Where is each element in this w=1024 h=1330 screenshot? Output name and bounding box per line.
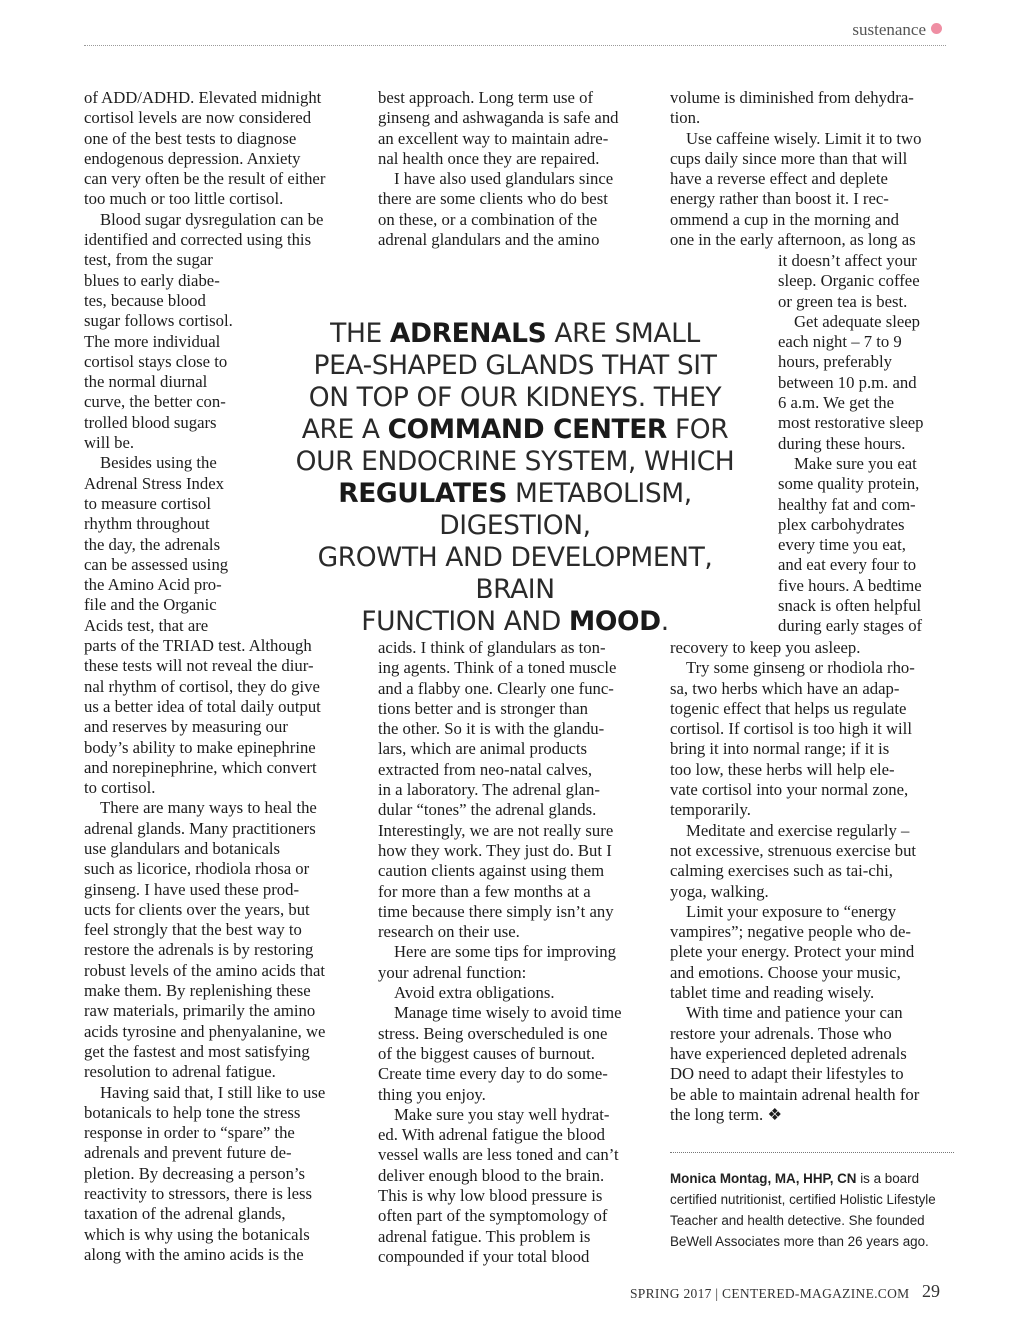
- text-line: bring it into normal range; if it is: [670, 739, 890, 759]
- text-line: how they work. They just do. But I: [378, 840, 612, 860]
- text-line: ginseng and ashwaganda is safe and: [378, 108, 619, 128]
- paragraph: [670, 821, 962, 902]
- text-line: too much or too little cortisol.: [84, 189, 284, 209]
- text-line: sugar follows cortisol.: [84, 311, 233, 331]
- author-name: Monica Montag, MA, HHP, CN: [670, 1171, 857, 1186]
- text-line: in a laboratory. The adrenal glan-: [378, 780, 600, 800]
- text-line: Avoid extra obligations.: [394, 983, 555, 1003]
- text-line: With time and patience your can: [686, 1003, 903, 1023]
- paragraph: [670, 658, 962, 820]
- text-line: or green tea is best.: [778, 291, 908, 311]
- text-line: identified and corrected using this: [84, 230, 312, 250]
- text-line: these tests will not reveal the diur-: [84, 656, 314, 676]
- text-line: resolution to adrenal fatigue.: [84, 1062, 276, 1082]
- text-line: adrenal fatigue. This problem is: [378, 1226, 591, 1246]
- column-2-top-text: [378, 88, 658, 250]
- text-line: vate cortisol into your normal zone,: [670, 780, 909, 800]
- text-line: there are some clients who do best: [378, 189, 608, 209]
- text-line: plete your energy. Protect your mind: [670, 942, 915, 962]
- text-line: trolled blood sugars: [84, 412, 217, 432]
- text-line: have a reverse effect and deplete: [670, 169, 888, 189]
- text-line: tablet time and reading wisely.: [670, 983, 875, 1003]
- text-line: make them. By replenishing these: [84, 981, 311, 1001]
- section-title: sustenance: [852, 20, 926, 39]
- text-line: Limit your exposure to “energy: [686, 901, 897, 921]
- text-line: ginseng. I have used these prod-: [84, 879, 300, 899]
- column-1-text: [84, 88, 364, 1265]
- paragraph: [778, 251, 968, 312]
- text-line: Use caffeine wisely. Limit it to two: [686, 128, 922, 148]
- text-line: it doesn’t affect your: [778, 251, 917, 270]
- text-line: best approach. Long term use of: [378, 88, 594, 107]
- text-line: I have also used glandulars since: [394, 169, 614, 189]
- text-line: can very often be the result of either: [84, 169, 326, 189]
- text-line: most restorative sleep: [778, 413, 924, 433]
- text-line: compounded if your total blood: [378, 1246, 590, 1266]
- text-line: plex carbohydrates: [778, 514, 905, 534]
- text-line: calming exercises such as tai-chi,: [670, 861, 893, 881]
- text-line: feel strongly that the best way to: [84, 920, 302, 940]
- text-line: caution clients against using them: [378, 861, 605, 881]
- paragraph: [670, 638, 962, 658]
- text-line: The more individual: [84, 331, 221, 351]
- text-line: thing you enjoy.: [378, 1084, 486, 1104]
- text-line: and reserves by measuring our: [84, 717, 288, 737]
- text-line: tions better and is stronger than: [378, 698, 588, 718]
- text-line: yoga, walking.: [670, 881, 769, 901]
- text-line: acids. I think of glandulars as ton-: [378, 638, 606, 657]
- text-line: the day, the adrenals: [84, 534, 221, 554]
- text-line: body’s ability to make epinephrine: [84, 737, 316, 757]
- column-3-bottom-text: [670, 638, 962, 1125]
- text-line: some quality protein,: [778, 474, 920, 494]
- text-line: will be.: [84, 433, 135, 453]
- text-line: tion.: [670, 108, 701, 128]
- text-line: during these hours.: [778, 433, 906, 453]
- text-line: cups daily since more than that will: [670, 148, 908, 168]
- text-line: Besides using the: [100, 453, 217, 473]
- text-line: togenic effect that helps us regulate: [670, 698, 907, 718]
- text-line: every time you eat,: [778, 535, 906, 555]
- text-line: endogenous depression. Anxiety: [84, 148, 301, 168]
- text-line: file and the Organic: [84, 595, 217, 615]
- text-line: deliver enough blood to the brain.: [378, 1165, 605, 1185]
- text-line: nal health once they are repaired.: [378, 148, 600, 168]
- text-line: restore the adrenals is by restoring: [84, 940, 314, 960]
- text-line: which is why using the botanicals: [84, 1224, 310, 1244]
- text-line: on these, or a combination of the: [378, 209, 598, 229]
- paragraph: [378, 1105, 658, 1267]
- paragraph: [778, 312, 968, 454]
- text-line: restore your adrenals. Those who: [670, 1023, 892, 1043]
- text-line: such as licorice, rhodiola rhosa or: [84, 859, 310, 879]
- column-2-bottom-text: [378, 638, 658, 1267]
- paragraph: [378, 983, 658, 1003]
- section-label: [852, 20, 942, 40]
- author-bio-text: is a board certified nutritionist, certified Holistic Lifestyle Teacher and health detective. She founded BeWell Associates more than 26 years ago.: [670, 1171, 936, 1249]
- text-line: ed. With adrenal fatigue the blood: [378, 1125, 606, 1145]
- column-3-top-text: [670, 88, 960, 250]
- text-line: lars, which are animal products: [378, 739, 587, 759]
- text-line: too low, these herbs will help ele-: [670, 759, 895, 779]
- text-line: taxation of the adrenal glands,: [84, 1204, 286, 1224]
- text-line: Try some ginseng or rhodiola rho-: [686, 658, 915, 678]
- text-line: along with the amino acids is the: [84, 1244, 304, 1264]
- text-line: Make sure you stay well hydrat-: [394, 1104, 610, 1124]
- text-line: temporarily.: [670, 800, 751, 820]
- text-line: tes, because blood: [84, 290, 206, 310]
- text-line: use glandulars and botanicals: [84, 838, 281, 858]
- text-line: This is why low blood pressure is: [378, 1186, 603, 1206]
- text-line: Get adequate sleep: [794, 311, 921, 331]
- page-number: 29: [922, 1281, 940, 1301]
- text-line: between 10 p.m. and: [778, 372, 917, 392]
- text-line: reactivity to stressors, there is less: [84, 1184, 313, 1204]
- text-line: during early stages of: [778, 616, 923, 636]
- footer-text: SPRING 2017 | CENTERED-MAGAZINE.COM: [630, 1286, 910, 1301]
- text-line: often part of the symptomology of: [378, 1206, 608, 1226]
- text-line: each night – 7 to 9: [778, 332, 902, 352]
- text-line: blues to early diabe-: [84, 270, 220, 290]
- text-line: Meditate and exercise regularly –: [686, 820, 910, 840]
- text-line: energy rather than boost it. I rec-: [670, 189, 889, 209]
- text-line: us a better idea of total daily output: [84, 696, 321, 716]
- paragraph: [378, 942, 658, 983]
- text-line: and norepinephrine, which convert: [84, 757, 317, 777]
- text-line: and emotions. Choose your music,: [670, 962, 901, 982]
- text-line: have experienced depleted adrenals: [670, 1043, 907, 1063]
- text-line: DO need to adapt their lifestyles to: [670, 1064, 904, 1084]
- paragraph: [670, 88, 960, 129]
- text-line: not excessive, strenuous exercise but: [670, 840, 917, 860]
- text-line: rhythm throughout: [84, 514, 210, 534]
- paragraph: [378, 88, 658, 169]
- text-line: response in order to “spare” the: [84, 1123, 295, 1143]
- text-line: vessel walls are less toned and can’t: [378, 1145, 619, 1165]
- text-line: and a flabby one. Clearly one func-: [378, 678, 614, 698]
- text-line: and eat every four to: [778, 555, 917, 575]
- paragraph: [670, 1003, 962, 1125]
- text-line: Adrenal Stress Index: [84, 473, 224, 493]
- text-line: There are many ways to heal the: [100, 798, 317, 818]
- text-line: time because there simply isn’t any: [378, 901, 614, 921]
- text-line: of ADD/ADHD. Elevated midnight: [84, 88, 322, 107]
- paragraph: [84, 1083, 364, 1266]
- text-line: the normal diurnal: [84, 372, 208, 392]
- text-line: Interestingly, we are not really sure: [378, 820, 614, 840]
- paragraph: [378, 169, 658, 250]
- text-line: five hours. A bedtime: [778, 575, 922, 595]
- text-line: recovery to keep you asleep.: [670, 638, 861, 657]
- paragraph: [84, 798, 364, 1082]
- text-line: curve, the better con-: [84, 392, 226, 412]
- text-line: cortisol. If cortisol is too high it will: [670, 719, 912, 739]
- text-line: for more than a few months at a: [378, 881, 591, 901]
- text-line: Blood sugar dysregulation can be: [100, 209, 324, 229]
- text-line: test, from the sugar: [84, 250, 213, 270]
- text-line: get the fastest and most satisfying: [84, 1041, 310, 1061]
- text-line: 6 a.m. We get the: [778, 393, 895, 413]
- text-line: raw materials, primarily the amino: [84, 1001, 316, 1021]
- text-line: your adrenal function:: [378, 962, 527, 982]
- text-line: adrenals and prevent future de-: [84, 1143, 292, 1163]
- text-line: sa, two herbs which have an adap-: [670, 678, 900, 698]
- text-line: Make sure you eat: [794, 453, 917, 473]
- author-bio: [670, 1168, 962, 1252]
- text-line: robust levels of the amino acids that: [84, 960, 325, 980]
- text-line: Having said that, I still like to use: [100, 1082, 326, 1102]
- text-line: the other. So it is with the glandu-: [378, 719, 605, 739]
- text-line: parts of the TRIAD test. Although: [84, 636, 312, 656]
- text-line: be able to maintain adrenal health for: [670, 1084, 920, 1104]
- text-line: extracted from neo-natal calves,: [378, 759, 593, 779]
- text-line: hours, preferably: [778, 352, 892, 372]
- text-line: to measure cortisol: [84, 493, 211, 513]
- text-line: can be assessed using: [84, 554, 229, 574]
- text-line: one in the early afternoon, as long as: [670, 230, 916, 250]
- text-line: sleep. Organic coffee: [778, 271, 920, 291]
- text-line: volume is diminished from dehydra-: [670, 88, 914, 107]
- text-line: to cortisol.: [84, 778, 156, 798]
- paragraph: [84, 88, 364, 210]
- text-line: cortisol levels are now considered: [84, 108, 312, 128]
- text-line: ommend a cup in the morning and: [670, 209, 899, 229]
- text-line: Here are some tips for improving: [394, 942, 616, 962]
- text-line: botanicals to help tone the stress: [84, 1102, 301, 1122]
- text-line: healthy fat and com-: [778, 494, 916, 514]
- text-line: an excellent way to maintain adre-: [378, 128, 609, 148]
- text-line: adrenal glands. Many practitioners: [84, 818, 316, 838]
- text-line: ucts for clients over the years, but: [84, 899, 310, 919]
- paragraph: [378, 638, 658, 942]
- header-rule: [84, 45, 946, 46]
- text-line: vampires”; negative people who de-: [670, 922, 911, 942]
- text-line: snack is often helpful: [778, 596, 922, 616]
- pink-dot-icon: [931, 23, 942, 34]
- text-line: stress. Being overscheduled is one: [378, 1023, 608, 1043]
- text-line: cortisol stays close to: [84, 351, 228, 371]
- text-line: adrenal glandulars and the amino: [378, 230, 600, 250]
- text-line: the Amino Acid pro-: [84, 575, 222, 595]
- pull-quote: THE ADRENALS ARE SMALL PEA-SHAPED GLANDS THAT SIT ON TOP OF OUR KIDNEYS. THEY ARE A COMMAND CENTER FOR OUR ENDOCRINE SYSTEM, WHICH REGULATES METABOLISM, DIGESTION, GROWTH AND DEVELOPMENT, BRAIN FUNCTION AND MOOD.: [295, 318, 735, 637]
- text-line: one of the best tests to diagnose: [84, 128, 297, 148]
- text-line: research on their use.: [378, 922, 520, 942]
- text-line: nal rhythm of cortisol, they do give: [84, 676, 320, 696]
- text-line: Manage time wisely to avoid time: [394, 1003, 622, 1023]
- paragraph: [670, 902, 962, 1003]
- text-line: ing agents. Think of a toned muscle: [378, 658, 617, 678]
- paragraph: [778, 454, 968, 637]
- column-3-mid-text: [778, 251, 968, 637]
- text-line: dular “tones” the adrenal glands.: [378, 800, 597, 820]
- text-line: pletion. By decreasing a person’s: [84, 1163, 306, 1183]
- text-line: the long term. ❖: [670, 1104, 783, 1124]
- text-line: of the biggest causes of burnout.: [378, 1043, 595, 1063]
- text-line: Acids test, that are: [84, 615, 209, 635]
- bio-divider: [670, 1152, 954, 1153]
- paragraph: [378, 1003, 658, 1104]
- text-line: Create time every day to do some-: [378, 1064, 608, 1084]
- paragraph: [670, 129, 960, 251]
- text-line: acids tyrosine and phenyalanine, we: [84, 1021, 326, 1041]
